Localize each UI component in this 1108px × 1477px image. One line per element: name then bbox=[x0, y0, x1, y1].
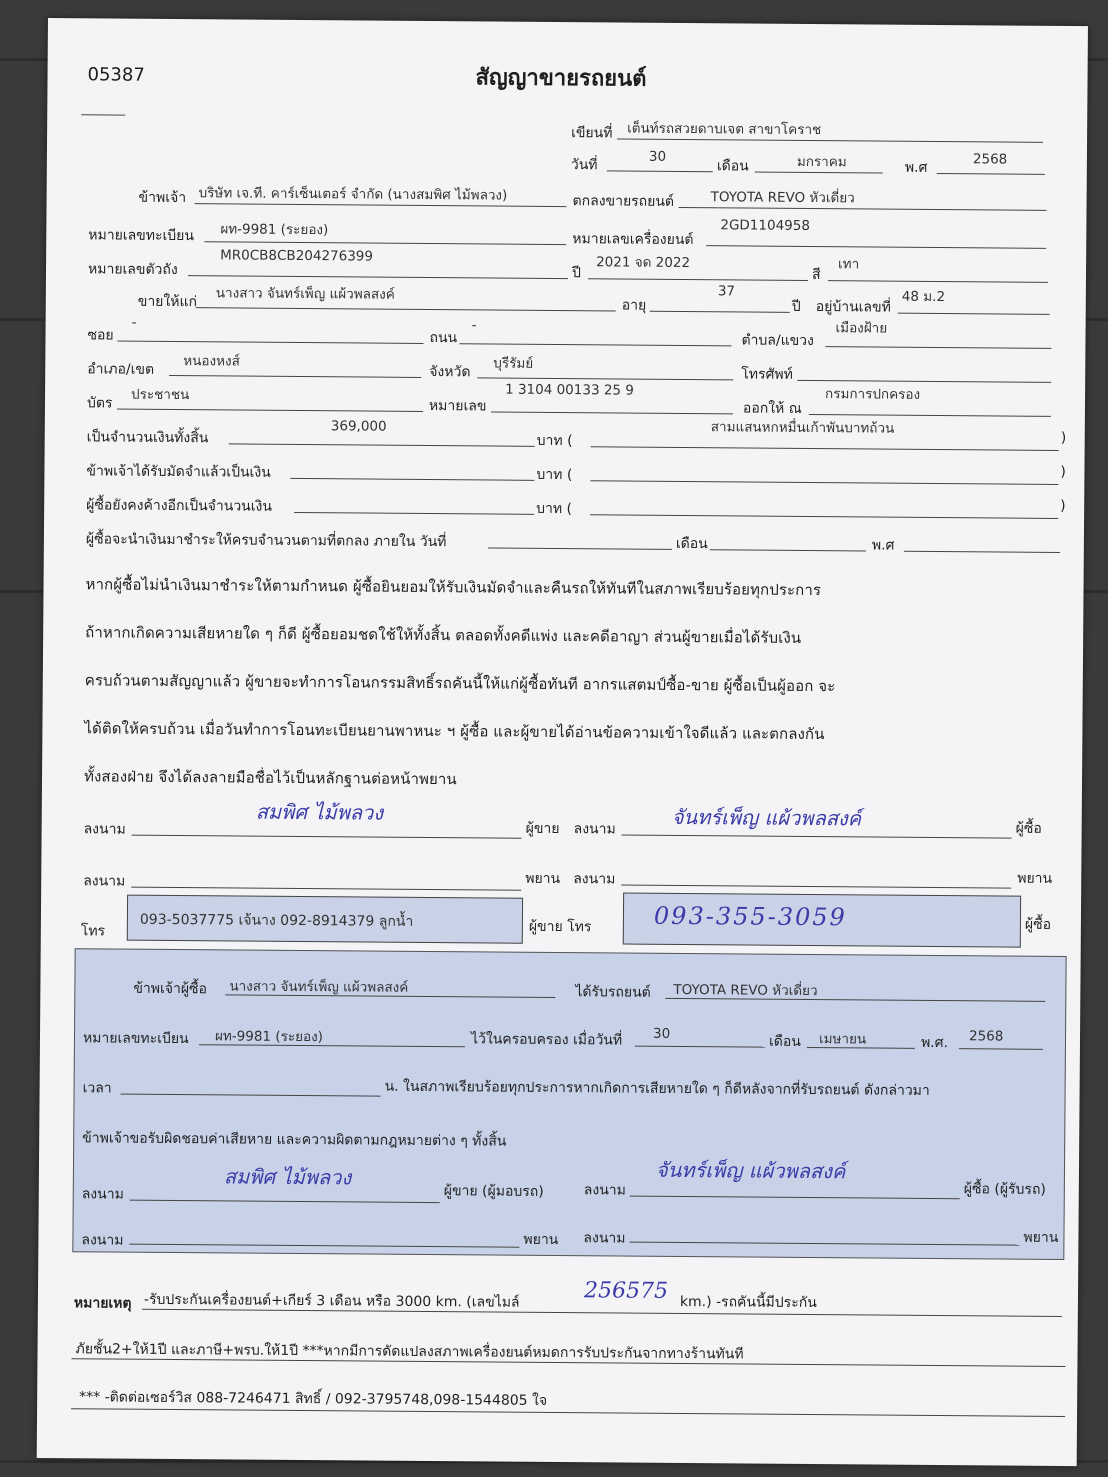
witness-role: พยาน bbox=[525, 870, 561, 888]
issued-by: กรมการปกครอง bbox=[825, 386, 921, 403]
terms-line: หากผู้ซื้อไม่นำเงินมาชำระให้ตามกำหนด ผู้ซื้อยินยอมให้รับเงินมัดจำและคืนรถให้ทันทีในสภาพเรียบร้อยทุกประการ bbox=[85, 575, 822, 600]
amphoe-label: อำเภอ/เขต bbox=[87, 361, 155, 378]
age-label: อายุ bbox=[621, 297, 647, 314]
document-number: 05387 bbox=[87, 64, 145, 86]
receipt-seller-signature: สมพิศ ไม้พลวง bbox=[223, 1164, 352, 1190]
baht-label: บาท ( bbox=[536, 432, 573, 450]
address-number: 48 ม.2 bbox=[901, 288, 946, 306]
note-insurance: km.) -รถคันนี้มีประกัน bbox=[679, 1294, 817, 1312]
receipt-day: 30 bbox=[652, 1025, 671, 1042]
receipt-buyer-signature: จันทร์เพ็ญ แผ้วพลสงค์ bbox=[655, 1157, 846, 1184]
engine-label: หมายเลขเครื่องยนต์ bbox=[572, 231, 694, 249]
soi-label: ซอย bbox=[87, 327, 114, 344]
receipt-seller-role: ผู้ขาย (ผู้มอบรถ) bbox=[443, 1183, 544, 1200]
car-year-label: ปี bbox=[571, 265, 581, 282]
receipt-buyer-label: ข้าพเจ้าผู้ซื้อ bbox=[133, 980, 208, 998]
due-month-label: เดือน bbox=[675, 535, 708, 553]
sign-label: ลงนาม bbox=[83, 821, 126, 838]
card-type: ประชาชน bbox=[130, 386, 190, 404]
seller-phone-box bbox=[127, 895, 523, 944]
possession-date-label: ไว้ในครอบครอง เมื่อวันที่ bbox=[470, 1031, 623, 1049]
sign-label: ลงนาม bbox=[573, 821, 616, 838]
plate-value: ผท-9981 (ระยอง) bbox=[220, 221, 329, 239]
month-label: เดือน bbox=[716, 158, 749, 175]
buyer-signature: จันทร์เพ็ญ แผ้วพลสงค์ bbox=[671, 804, 862, 831]
terms-line: ครบถ้วนตามสัญญาแล้ว ผู้ขายจะทำการโอนกรรมสิทธิ์รถคันนี้ให้แก่ผู้ซื้อทันที อากรแสตมป์ซื้อ-ขาย ผู้ซื้อเป็นผู้ออก จะ bbox=[84, 671, 836, 696]
seller-label: ข้าพเจ้า bbox=[138, 189, 187, 207]
plate-label: หมายเลขทะเบียน bbox=[88, 227, 195, 245]
buyer-phone: 093-355-3059 bbox=[653, 901, 847, 932]
car-year: 2021 จด 2022 bbox=[596, 254, 691, 272]
seller-name: บริษัท เจ.ที. คาร์เซ็นเตอร์ จำกัด (นางสมพิศ ไม้พลวง) bbox=[198, 185, 508, 204]
receipt-car: TOYOTA REVO หัวเดี่ยว bbox=[673, 981, 818, 1000]
chassis-label: หมายเลขตัวถัง bbox=[87, 261, 178, 279]
baht-label: บาท ( bbox=[536, 500, 573, 518]
date-month: มกราคม bbox=[796, 153, 847, 171]
id-number: 1 3104 00133 25 9 bbox=[505, 381, 634, 399]
car-model: TOYOTA REVO หัวเดี่ยว bbox=[710, 189, 855, 207]
document-title: สัญญาขายรถยนต์ bbox=[475, 65, 647, 92]
note-tax: ภัยชั้น2+ให้1ปี และภาษี+พรบ.ให้1ปี ***หากมีการดัดแปลงสภาพเครื่องยนต์หมดการรับประกันจากทางร้านทันที bbox=[75, 1341, 744, 1363]
receipt-plate-label: หมายเลขทะเบียน bbox=[82, 1030, 189, 1048]
card-label: บัตร bbox=[86, 395, 113, 412]
address-label: อยู่บ้านเลขที่ bbox=[815, 299, 891, 316]
sell-to-label: ขายให้แก่ bbox=[137, 293, 198, 311]
deposit-label: ข้าพเจ้าได้รับมัดจำแล้วเป็นเงิน bbox=[86, 463, 271, 481]
buyer-age: 37 bbox=[717, 283, 736, 300]
witness-role: พยาน bbox=[1017, 870, 1053, 887]
id-label: หมายเลข bbox=[428, 398, 487, 415]
terms-line: ได้ติดให้ครบถ้วน เมื่อวันทำการโอนทะเบียนยานพาหนะ ฯ ผู้ซื้อ และผู้ขายได้อ่านข้อความเข้าใจดีแล้ว และตกลงกัน bbox=[84, 719, 825, 744]
age-unit: ปี bbox=[791, 298, 801, 315]
buyer-role: ผู้ซื้อ bbox=[1024, 916, 1052, 933]
soi-value: - bbox=[131, 314, 137, 331]
tambon-value: เมืองฝ้าย bbox=[835, 320, 888, 337]
receipt-month: เมษายน bbox=[818, 1031, 867, 1048]
chassis-number: MR0CB8CB204276399 bbox=[220, 247, 374, 265]
receipt-plate: ผท-9981 (ระยอง) bbox=[214, 1028, 324, 1046]
buyer-phone-box bbox=[623, 893, 1021, 948]
total-label: เป็นจำนวนเงินทั้งสิ้น bbox=[86, 429, 209, 447]
year-label: พ.ศ bbox=[904, 159, 928, 176]
sign-label: ลงนาม bbox=[583, 1230, 626, 1247]
buyer-role: ผู้ซื้อ bbox=[1015, 820, 1042, 837]
terms-line: ถ้าหากเกิดความเสียหายใด ๆ ก็ดี ผู้ซื้อยอมชดใช้ให้ทั้งสิ้น ตลอดทั้งคดีแพ่ง และคดีอาญา ส่วนผู้ขายเมื่อได้รับเงิน bbox=[85, 623, 802, 647]
issued-label: ออกให้ ณ bbox=[742, 400, 802, 417]
amphoe-value: หนองหงส์ bbox=[183, 353, 240, 370]
close-paren: ) bbox=[1060, 429, 1067, 447]
close-paren: ) bbox=[1060, 463, 1066, 481]
due-date-label: ผู้ซื้อจะนำเงินมาชำระให้ครบจำนวนตามที่ตกลง ภายใน วันที่ bbox=[85, 531, 447, 551]
close-paren: ) bbox=[1060, 497, 1066, 515]
written-at-label: เขียนที่ bbox=[571, 125, 613, 142]
received-car-label: ได้รับรถยนต์ bbox=[575, 984, 651, 1001]
date-year: 2568 bbox=[972, 151, 1008, 168]
sign-label: ลงนาม bbox=[583, 1182, 626, 1199]
mileage: 256575 bbox=[583, 1278, 669, 1304]
seller-role: ผู้ขาย bbox=[525, 820, 560, 838]
seller-phone: 093-5037775 เจ้นาง 092-8914379 ลูกน้ำ bbox=[139, 911, 414, 930]
total-text: สามแสนหกหมื่นเก้าพันบาทถ้วน bbox=[710, 419, 895, 437]
receipt-month-label: เดือน bbox=[768, 1033, 801, 1050]
engine-number: 2GD1104958 bbox=[720, 217, 811, 234]
date-label: วันที่ bbox=[570, 157, 598, 174]
phone-short-label: โทร bbox=[80, 923, 106, 940]
note-label: หมายเหตุ bbox=[73, 1295, 132, 1312]
time-label: เวลา bbox=[82, 1080, 112, 1097]
sign-label: ลงนาม bbox=[573, 871, 616, 888]
sign-label: ลงนาม bbox=[81, 1232, 124, 1249]
tambon-label: ตำบล/แขวง bbox=[741, 332, 814, 350]
province-label: จังหวัด bbox=[429, 364, 471, 381]
color-label: สี bbox=[811, 267, 821, 284]
sign-label: ลงนาม bbox=[83, 873, 126, 890]
terms-line: ทั้งสองฝ่าย จึงได้ลงลายมือชื่อไว้เป็นหลักฐานต่อหน้าพยาน bbox=[83, 767, 457, 789]
phone-label: โทรศัพท์ bbox=[741, 366, 793, 383]
car-color: เทา bbox=[838, 256, 860, 273]
province-value: บุรีรัมย์ bbox=[493, 355, 534, 372]
date-day: 30 bbox=[648, 148, 667, 165]
road-value: - bbox=[471, 317, 477, 334]
note-service-contact: *** -ติดต่อเซอร์วิส 088-7246471 สิทธิ์ / 092-3795748,098-1544805 ใจ bbox=[79, 1389, 548, 1409]
total-amount: 369,000 bbox=[330, 418, 387, 435]
due-year-label: พ.ศ bbox=[871, 537, 895, 554]
buyer-name: นางสาว จันทร์เพ็ญ แผ้วพลสงค์ bbox=[215, 285, 395, 303]
contract-paper bbox=[37, 18, 1088, 1466]
agree-sell-label: ตกลงขายรถยนต์ bbox=[572, 193, 675, 210]
receipt-buyer-name: นางสาว จันทร์เพ็ญ แผ้วพลสงค์ bbox=[229, 978, 409, 996]
receipt-buyer-role: ผู้ซื้อ (ผู้รับรถ) bbox=[963, 1181, 1046, 1198]
witness-role: พยาน bbox=[523, 1231, 559, 1249]
receipt-condition-text: น. ในสภาพเรียบร้อยทุกประการหากเกิดการเสียหายใด ๆ ก็ดีหลังจากที่รับรถยนต์ ดังกล่าวมา bbox=[384, 1078, 930, 1099]
receipt-year-label: พ.ศ. bbox=[920, 1034, 949, 1052]
note-warranty: -รับประกันเครื่องยนต์+เกียร์ 3 เดือน หรือ 3000 km. (เลขไมล์ bbox=[143, 1291, 520, 1311]
baht-label: บาท ( bbox=[536, 466, 573, 484]
vehicle-receipt-section bbox=[72, 948, 1066, 1260]
written-at-value: เต็นท์รถสวยดาบเจต สาขาโคราช bbox=[627, 120, 822, 139]
sign-label: ลงนาม bbox=[81, 1186, 124, 1203]
seller-signature: สมพิศ ไม้พลวง bbox=[255, 799, 384, 825]
remaining-label: ผู้ซื้อยังคงค้างอีกเป็นจำนวนเงิน bbox=[86, 497, 273, 515]
witness-role: พยาน bbox=[1023, 1229, 1059, 1246]
liability-text: ข้าพเจ้าขอรับผิดชอบค่าเสียหาย และความผิดตามกฎหมายต่าง ๆ ทั้งสิ้น bbox=[82, 1130, 507, 1150]
seller-phone-label: ผู้ขาย โทร bbox=[528, 918, 592, 936]
receipt-year: 2568 bbox=[968, 1028, 1004, 1045]
road-label: ถนน bbox=[429, 330, 458, 347]
